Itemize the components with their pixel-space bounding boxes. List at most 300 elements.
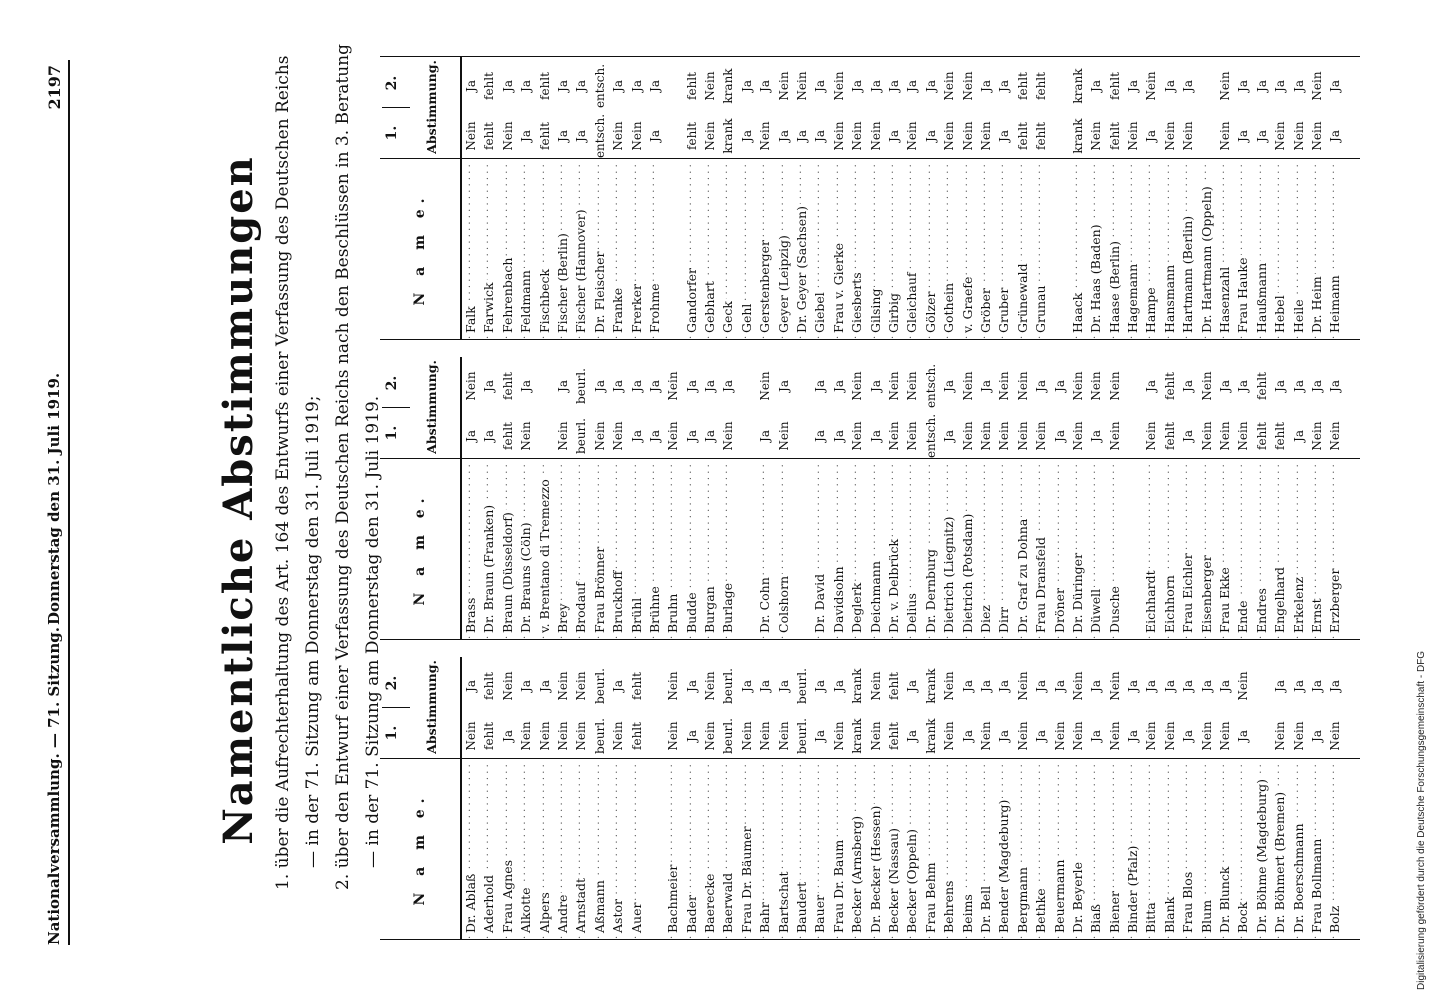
deputy-name: Budde · · · (683, 461, 701, 639)
vote-2-value: Ja (500, 80, 515, 92)
vote-2-value: Nein (1236, 671, 1251, 701)
table-row (959, 357, 977, 639)
table-row (1106, 57, 1124, 339)
vote-2-value: Nein (666, 671, 681, 701)
table-row (1179, 657, 1197, 939)
vote-2-value: Nein (1015, 671, 1030, 701)
deputy-name: Frau Ekke · · · (1216, 461, 1234, 639)
vote-2-header: 2. (384, 675, 400, 691)
deputy-name: Gröber · · · (977, 161, 995, 339)
vote-2-value: fehlt (1162, 372, 1177, 400)
vote-1-value: Nein (905, 421, 920, 451)
vote-2-value (664, 61, 682, 111)
deputy-name: Fischer (Berlin) · · · (554, 161, 572, 339)
vote-1-value: fehlt (500, 422, 515, 450)
vote-2-value: Ja (684, 380, 699, 392)
table-row (609, 357, 627, 639)
deputy-name: Frau Bollmann · · · (1308, 761, 1326, 939)
vote-1-value: Nein (758, 721, 773, 751)
table-row (628, 57, 646, 339)
table-row (793, 357, 811, 639)
vote-2-value: Ja (1328, 380, 1343, 392)
table-row (1161, 357, 1179, 639)
intro-item-2: 2. über den Entwurf einer Verfassung des Deutschen Reichs nach den Beschlüssen in 3. Beratung — in der 71. Sitzung am Donnerstag den 31. Juli 1919. (333, 44, 383, 890)
vote-2-value: Ja (1162, 680, 1177, 692)
table-row (628, 657, 646, 939)
vote-1-value (1198, 111, 1216, 161)
vote-1-value: krank (923, 718, 938, 754)
table-row (1271, 657, 1289, 939)
vote-table-column-3 (380, 56, 1360, 340)
table-row (1014, 357, 1032, 639)
deputy-name: Aderhold · · · (480, 761, 498, 939)
vote-2-value: Nein (868, 671, 883, 701)
vote-column-header (380, 356, 460, 459)
deputy-name: Geyer (Leipzig) · · · (775, 161, 793, 339)
vote-1-value: Ja (482, 430, 497, 442)
deputy-name: Bahr · · · (756, 761, 774, 939)
table-row (1014, 657, 1032, 939)
vote-1-value: Ja (1034, 730, 1049, 742)
table-row (517, 357, 535, 639)
vote-2-value: Nein (1089, 371, 1104, 401)
deputy-name: Grünewald · · · (1014, 161, 1032, 339)
deputy-name: Dr. Fleischer · · · (591, 161, 609, 339)
vote-1-value: Nein (831, 721, 846, 751)
table-row (867, 57, 885, 339)
deputy-name: Dietrich (Potsdam) · · · (959, 461, 977, 639)
vote-1-value: Nein (739, 721, 754, 751)
vote-2-value (1051, 61, 1069, 111)
table-row (738, 57, 756, 339)
vote-1-value: Nein (519, 721, 534, 751)
table-row (775, 657, 793, 939)
vote-2-value: krank (923, 668, 938, 704)
vote-2-value: entsch. (592, 63, 607, 109)
table-row (517, 57, 535, 339)
table-row (830, 57, 848, 339)
vote-1-value: Ja (868, 430, 883, 442)
table-row (664, 357, 682, 639)
table-row (922, 657, 940, 939)
vote-2-value: Nein (1309, 71, 1324, 101)
deputy-name: Geck · · · (719, 161, 737, 339)
vote-2-value: Nein (1144, 71, 1159, 101)
table-header (380, 657, 462, 939)
deputy-name: Gleichauf · · · (903, 161, 921, 339)
vote-1-value: Nein (703, 721, 718, 751)
table-row (572, 357, 590, 639)
deputy-name: Haack · · · (1069, 161, 1087, 339)
vote-2-value: Ja (997, 80, 1012, 92)
deputy-name: Becker (Oppeln) · · · (903, 761, 921, 939)
deputy-name: Endres · · · (1253, 461, 1271, 639)
deputy-name: Baudert · · · (793, 761, 811, 939)
page-number: 2197 (45, 65, 64, 110)
vote-1-value: Nein (574, 721, 589, 751)
deputy-name: Delius · · · (903, 461, 921, 639)
vote-2-value: beurl. (795, 668, 810, 704)
deputy-name: Gebhart · · · (701, 161, 719, 339)
vote-2-value: Nein (831, 71, 846, 101)
vote-2-value: Ja (1218, 380, 1233, 392)
vote-2-value: Ja (776, 680, 791, 692)
name-column-header: N a m e. (412, 192, 428, 306)
deputy-name: Dr. Haas (Baden) · · · (1087, 161, 1105, 339)
vote-2-value: Ja (1273, 80, 1288, 92)
table-row (1253, 657, 1271, 939)
vote-1-value: fehlt (886, 722, 901, 750)
vote-1-value: Nein (997, 421, 1012, 451)
vote-1-value: fehlt (482, 122, 497, 150)
vote-1-value: Nein (960, 421, 975, 451)
table-row (1069, 357, 1087, 639)
table-row (922, 57, 940, 339)
vote-1-value: Nein (1218, 121, 1233, 151)
deputy-name (646, 761, 664, 939)
deputy-name: Grunau · · · (1032, 161, 1050, 339)
vote-1-value: Nein (1015, 421, 1030, 451)
deputy-name: Haußmann · · · (1253, 161, 1271, 339)
deputy-name: Frau Behm · · · (922, 761, 940, 939)
deputy-name: Fischbeck · · · (536, 161, 554, 339)
table-row (977, 657, 995, 939)
vote-1-value: fehlt (1273, 422, 1288, 450)
deputy-name: Dr. Cohn · · · (756, 461, 774, 639)
vote-2-value: Nein (960, 71, 975, 101)
vote-2-value: Ja (611, 80, 626, 92)
table-row (517, 657, 535, 939)
vote-2-value: fehlt (1254, 372, 1269, 400)
table-row (903, 357, 921, 639)
vote-2-value: Ja (592, 380, 607, 392)
table-row (811, 57, 829, 339)
deputy-name: Bachmeier · · · (664, 761, 682, 939)
vote-2-value: Nein (703, 671, 718, 701)
vote-1-value: Nein (868, 721, 883, 751)
vote-1-value: krank (1070, 118, 1085, 154)
table-row (701, 657, 719, 939)
vote-2-value: Ja (1126, 80, 1141, 92)
vote-1-value: Nein (1328, 421, 1343, 451)
vote-1-value: Ja (739, 130, 754, 142)
deputy-name: Diez · · · (977, 461, 995, 639)
deputy-name: Hagemann · · · (1124, 161, 1142, 339)
deputy-name: Alpers · · · (536, 761, 554, 939)
vote-1-value: Ja (886, 130, 901, 142)
deputy-name: Blum · · · (1198, 761, 1216, 939)
vote-2-value: beurl. (592, 668, 607, 704)
deputy-name: Baerwald · · · (719, 761, 737, 939)
vote-1-value: Nein (960, 121, 975, 151)
deputy-name: Colshorn · · · (775, 461, 793, 639)
deputy-name: Gothein · · · (940, 161, 958, 339)
vote-2-value: Ja (555, 380, 570, 392)
vote-1-value: Ja (795, 130, 810, 142)
name-column-header: N a m e. (412, 792, 428, 906)
table-row (775, 357, 793, 639)
table-row (572, 657, 590, 939)
vote-1-value (646, 711, 664, 761)
deputy-name: Gruber · · · (995, 161, 1013, 339)
vote-2-value: Ja (831, 380, 846, 392)
deputy-name (793, 461, 811, 639)
deputy-name: Dr. Braun (Franken) · · · (480, 461, 498, 639)
table-row (995, 657, 1013, 939)
vote-1-value: Nein (776, 721, 791, 751)
table-row (499, 657, 517, 939)
vote-1-value: krank (850, 718, 865, 754)
table-row (793, 657, 811, 939)
deputy-name: Erkelenz · · · (1290, 461, 1308, 639)
table-row (756, 357, 774, 639)
deputy-name: Gilsing · · · (867, 161, 885, 339)
table-row (1032, 357, 1050, 639)
deputy-name: Hansmann · · · (1161, 161, 1179, 339)
table-row (1161, 57, 1179, 339)
table-row (536, 57, 554, 339)
vote-1-value: Ja (1181, 430, 1196, 442)
vote-1-value: Nein (1218, 721, 1233, 751)
vote-2-value: Ja (1181, 680, 1196, 692)
vote-2-value: Ja (519, 80, 534, 92)
vote-2-value: Ja (850, 80, 865, 92)
vote-1-value: Nein (1309, 421, 1324, 451)
vote-1-value (1051, 111, 1069, 161)
vote-2-value (1198, 61, 1216, 111)
deputy-name: Hebel · · · (1271, 161, 1289, 339)
table-row (646, 57, 664, 339)
vote-1-header: 1. (384, 725, 400, 741)
vote-1-value: Nein (629, 121, 644, 151)
table-row (756, 657, 774, 939)
vote-2-value: Nein (758, 371, 773, 401)
vote-1-value (793, 411, 811, 461)
table-row (1179, 357, 1197, 639)
vote-1-value: krank (721, 118, 736, 154)
deputy-name: Bauer · · · (811, 761, 829, 939)
vote-1-value: Nein (1144, 421, 1159, 451)
deputy-name: Frau Dransfeld · · · (1032, 461, 1050, 639)
vote-1-value: Nein (1273, 121, 1288, 151)
vote-2-value: Nein (1218, 71, 1233, 101)
table-row (885, 57, 903, 339)
vote-2-value: beurl. (721, 668, 736, 704)
table-row (959, 657, 977, 939)
vote-2-value: Ja (647, 380, 662, 392)
table-row (683, 657, 701, 939)
deputy-name: Dr. Düringer · · · (1069, 461, 1087, 639)
deputy-name: Bock · · · (1234, 761, 1252, 939)
vote-2-value: Ja (1144, 680, 1159, 692)
vote-2-value (793, 361, 811, 411)
deputy-name: Dr. Bell · · · (977, 761, 995, 939)
table-row (1087, 57, 1105, 339)
vote-2-value: Nein (776, 71, 791, 101)
table-row (591, 357, 609, 639)
vote-2-value: Ja (1052, 680, 1067, 692)
table-row (1069, 57, 1087, 339)
vote-1-value: Nein (1291, 721, 1306, 751)
table-row (830, 357, 848, 639)
deputy-name: Bitta · · · (1142, 761, 1160, 939)
table-row (995, 57, 1013, 339)
vote-2-value: Ja (905, 680, 920, 692)
deputy-name: Eichhorn · · · (1161, 461, 1179, 639)
deputy-name: Deglerk · · · (848, 461, 866, 639)
vote-1-value: Ja (703, 430, 718, 442)
table-row (885, 657, 903, 939)
vote-2-value: Ja (555, 80, 570, 92)
vote-1-value (664, 111, 682, 161)
deputy-name: Düwell · · · (1087, 461, 1105, 639)
vote-1-value: Ja (1236, 130, 1251, 142)
vote-2-value: Ja (519, 680, 534, 692)
deputy-name: Auer · · · (628, 761, 646, 939)
deputy-name: Frau Dr. Bäumer · · · (738, 761, 756, 939)
vote-1-value: Nein (500, 121, 515, 151)
deputy-name: Dr. Böhmert (Bremen) · · · (1271, 761, 1289, 939)
vote-2-value: Ja (1089, 680, 1104, 692)
table-row (1326, 357, 1344, 639)
vote-1-value: fehlt (684, 122, 699, 150)
vote-1-value: Nein (519, 421, 534, 451)
vote-2-value: Nein (795, 71, 810, 101)
vote-2-value: Ja (776, 380, 791, 392)
deputy-name: Becker (Nassau) · · · (885, 761, 903, 939)
vote-2-value: fehlt (684, 72, 699, 100)
vote-1-value: Nein (1236, 421, 1251, 451)
deputy-name: Haase (Berlin) · · · (1106, 161, 1124, 339)
vote-2-value: Nein (886, 371, 901, 401)
table-row (719, 357, 737, 639)
table-row (940, 357, 958, 639)
table-row (701, 57, 719, 339)
vote-1-value: Ja (813, 130, 828, 142)
vote-1-value: Nein (1291, 121, 1306, 151)
vote-2-value: fehlt (886, 672, 901, 700)
vote-1-value: Ja (500, 730, 515, 742)
vote-1-value: Nein (905, 121, 920, 151)
table-row (903, 57, 921, 339)
deputy-name (1051, 161, 1069, 339)
deputy-name: Fehrenbach · · · (499, 161, 517, 339)
vote-1-value: Nein (1070, 721, 1085, 751)
vote-2-value: Ja (978, 380, 993, 392)
vote-2-value: Ja (537, 680, 552, 692)
table-row (995, 357, 1013, 639)
table-row (1216, 57, 1234, 339)
vote-2-value: Ja (868, 80, 883, 92)
table-row (683, 57, 701, 339)
vote-1-value: Ja (1089, 430, 1104, 442)
table-row (1087, 357, 1105, 639)
vote-1-value: Nein (886, 421, 901, 451)
deputy-name: Bruhn · · · (664, 461, 682, 639)
vote-2-value: Nein (1107, 371, 1122, 401)
deputy-name: Bruckhoff · · · (609, 461, 627, 639)
vote-2-value: Nein (574, 671, 589, 701)
vote-1-value (738, 411, 756, 461)
deputy-name: Brühne · · · (646, 461, 664, 639)
table-row (848, 657, 866, 939)
vote-1-value: Ja (555, 130, 570, 142)
vote-2-value: Ja (647, 80, 662, 92)
vote-2-value: krank (850, 668, 865, 704)
table-row (940, 657, 958, 939)
vote-2-value: fehlt (1015, 72, 1030, 100)
deputy-name: Davidsohn · · · (830, 461, 848, 639)
deputy-name: Dirr · · · (995, 461, 1013, 639)
vote-column-header (380, 656, 460, 759)
deputy-name: Brass · · · (462, 461, 480, 639)
table-row (1106, 657, 1124, 939)
table-row (719, 57, 737, 339)
vote-1-header: 1. (384, 125, 400, 141)
vote-1-value: Ja (629, 430, 644, 442)
vote-1-value: fehlt (1034, 122, 1049, 150)
table-row (664, 57, 682, 339)
deputy-name: Brey · · · (554, 461, 572, 639)
vote-2-value: Ja (611, 680, 626, 692)
table-row (830, 657, 848, 939)
vote-1-value: Nein (978, 121, 993, 151)
deputy-name: Biener · · · (1106, 761, 1124, 939)
vote-2-value: Ja (1181, 80, 1196, 92)
table-row (1161, 657, 1179, 939)
deputy-name: Dröner · · · (1051, 461, 1069, 639)
table-row (1271, 57, 1289, 339)
vote-1-value: entsch. (923, 413, 938, 459)
vote-1-value: Ja (1089, 730, 1104, 742)
vote-2-value: Ja (758, 80, 773, 92)
vote-1-value: Nein (1015, 721, 1030, 751)
vote-1-value: Ja (960, 730, 975, 742)
table-row (664, 657, 682, 939)
table-row (867, 657, 885, 939)
vote-2-value: Ja (703, 380, 718, 392)
deputy-name: Behrens · · · (940, 761, 958, 939)
table-row (646, 657, 664, 939)
vote-1-value: Ja (813, 730, 828, 742)
table-row (480, 57, 498, 339)
vote-1-value: Nein (1273, 721, 1288, 751)
table-row (591, 657, 609, 939)
table-row (554, 57, 572, 339)
vote-1-value: beurl. (574, 418, 589, 454)
deputy-name: Bader · · · (683, 761, 701, 939)
vote-2-value: fehlt (1034, 72, 1049, 100)
table-row (701, 357, 719, 639)
vote-2-value: Ja (978, 680, 993, 692)
deputy-name: Dr. Brauns (Cöln) · · · (517, 461, 535, 639)
vote-1-value (1253, 711, 1271, 761)
table-row (1124, 57, 1142, 339)
vote-2-value: Ja (1254, 80, 1269, 92)
vote-2-value: fehlt (482, 672, 497, 700)
vote-1-value: Nein (537, 721, 552, 751)
vote-1-value: Nein (592, 421, 607, 451)
deputy-name: Dr. Boerschmann · · · (1290, 761, 1308, 939)
deputy-name: Frau Dr. Baum · · · (830, 761, 848, 939)
vote-1-value: Ja (464, 430, 478, 442)
table-row (719, 657, 737, 939)
deputy-name: Aßmann · · · (591, 761, 609, 939)
table-row (922, 357, 940, 639)
deputy-name: Biaß · · · (1087, 761, 1105, 939)
vote-1-value: Nein (1107, 421, 1122, 451)
table-row (683, 357, 701, 639)
